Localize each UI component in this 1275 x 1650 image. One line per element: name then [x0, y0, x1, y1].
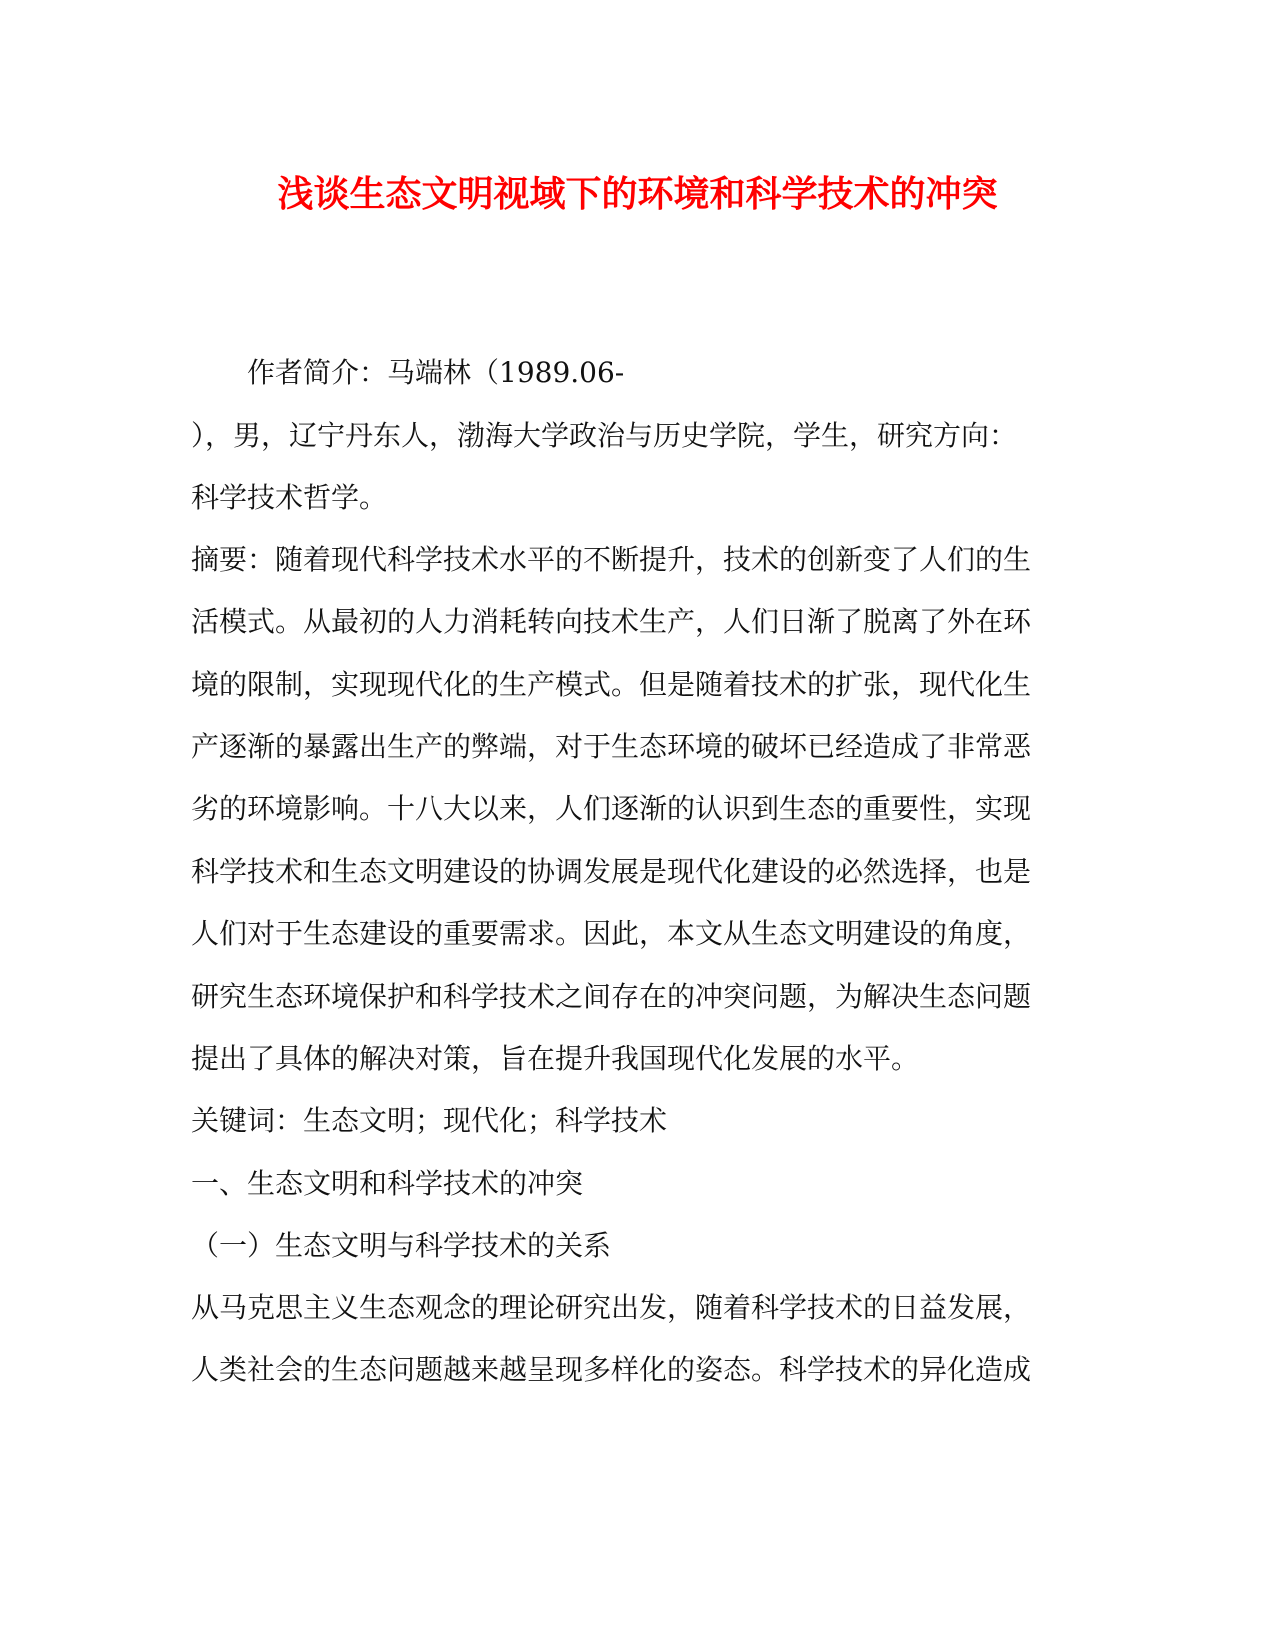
- author-intro-line: 作者简介：马端林（1989.06-: [247, 356, 625, 389]
- body-line: 从马克思主义生态观念的理论研究出发，随着科学技术的日益发展，: [191, 1291, 1032, 1324]
- document-title: 浅谈生态文明视域下的环境和科学技术的冲突: [277, 173, 998, 215]
- abstract-line: 科学技术和生态文明建设的协调发展是现代化建设的必然选择，也是: [191, 855, 1032, 888]
- section-heading: 一、生态文明和科学技术的冲突: [191, 1167, 584, 1200]
- abstract-line: 人们对于生态建设的重要需求。因此，本文从生态文明建设的角度，: [191, 917, 1032, 950]
- abstract-line: 境的限制，实现现代化的生产模式。但是随着技术的扩张，现代化生: [191, 668, 1032, 701]
- abstract-line: 劣的环境影响。十八大以来，人们逐渐的认识到生态的重要性，实现: [191, 792, 1032, 825]
- author-intro-line: ），男，辽宁丹东人，渤海大学政治与历史学院，学生，研究方向：: [191, 419, 1018, 452]
- abstract-line: 活模式。从最初的人力消耗转向技术生产，人们日渐了脱离了外在环: [191, 605, 1032, 638]
- abstract-line: 研究生态环境保护和科学技术之间存在的冲突问题，为解决生态问题: [191, 980, 1032, 1013]
- abstract-line: 摘要：随着现代科学技术水平的不断提升，技术的创新变了人们的生: [191, 543, 1032, 576]
- abstract-line: 提出了具体的解决对策，旨在提升我国现代化发展的水平。: [191, 1042, 920, 1075]
- subsection-heading: （一）生态文明与科学技术的关系: [191, 1229, 612, 1262]
- abstract-line: 产逐渐的暴露出生产的弊端，对于生态环境的破坏已经造成了非常恶: [191, 730, 1032, 763]
- keywords-line: 关键词：生态文明；现代化；科学技术: [191, 1104, 668, 1137]
- body-line: 人类社会的生态问题越来越呈现多样化的姿态。科学技术的异化造成: [191, 1353, 1032, 1386]
- author-intro-line: 科学技术哲学。: [191, 481, 388, 514]
